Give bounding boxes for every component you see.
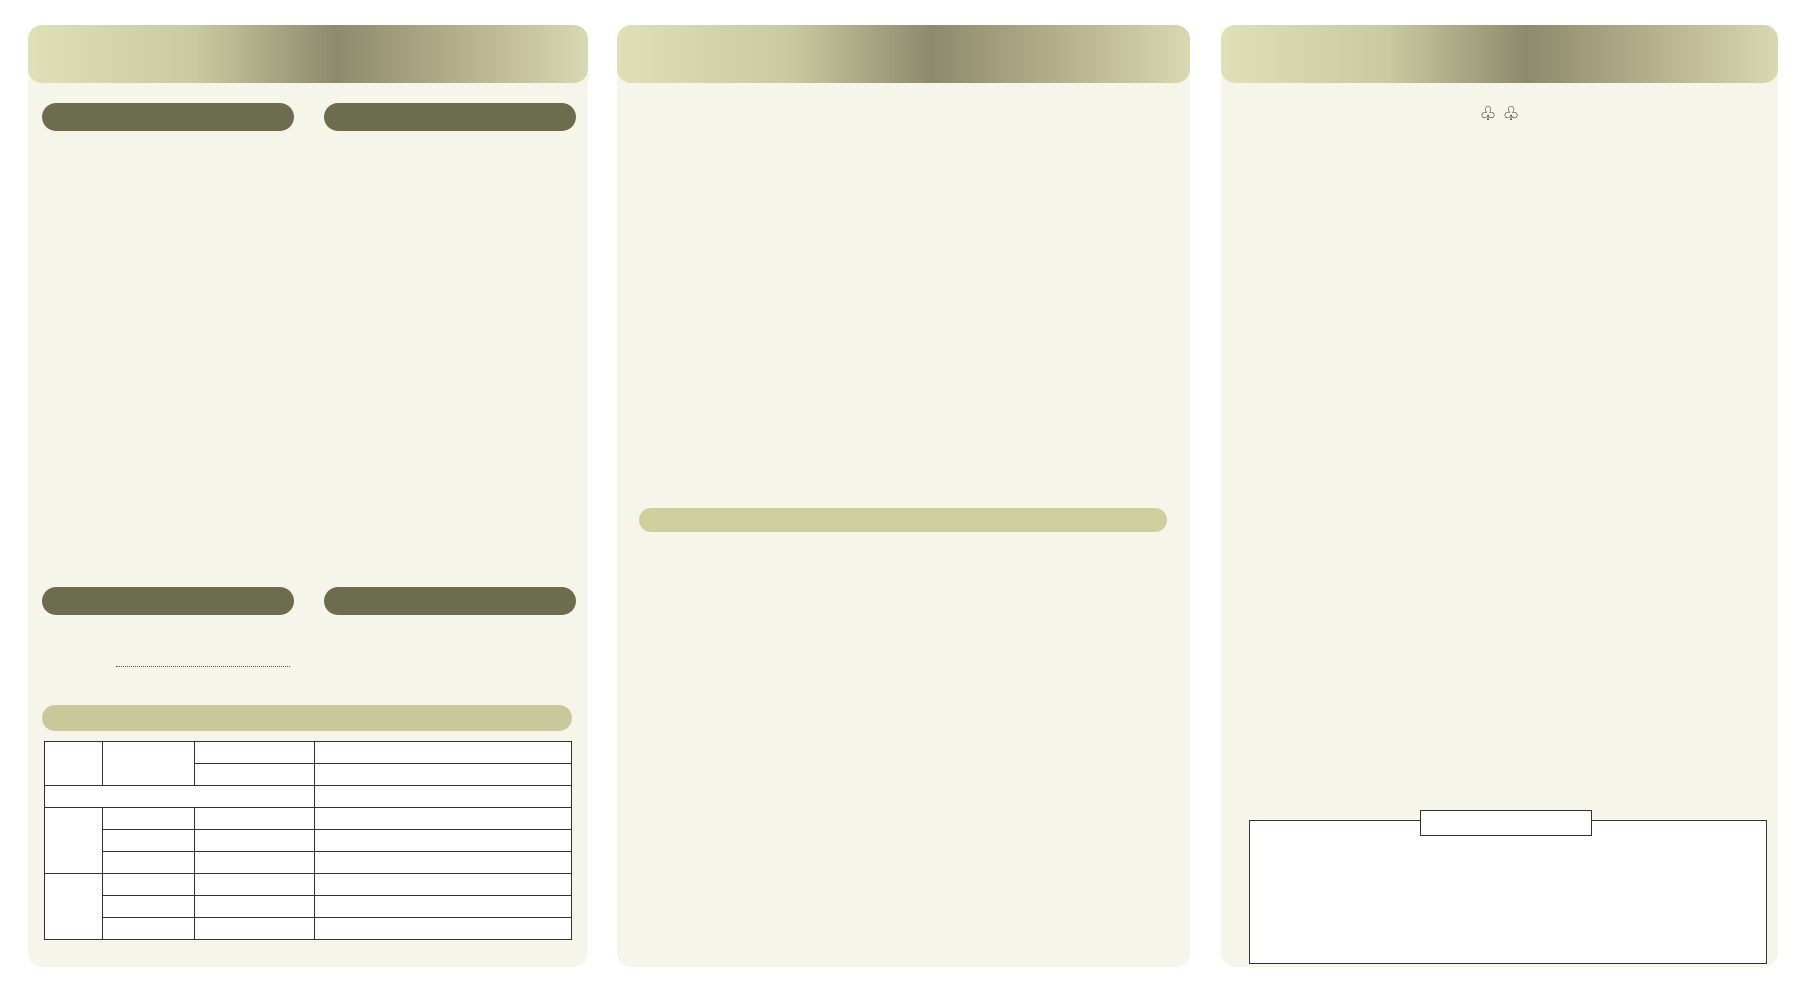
worship-header <box>28 25 588 83</box>
part-label <box>103 852 195 874</box>
servant-cell <box>315 896 572 918</box>
dawn-row-2 <box>42 655 294 677</box>
letter-panel <box>1221 25 1778 967</box>
date1-label <box>45 786 315 808</box>
club-icon: ♧ <box>1502 103 1520 125</box>
next-week-label <box>45 742 103 786</box>
offering-panel <box>617 25 1190 967</box>
dawn-row-1 <box>42 629 294 651</box>
wednesday-pill <box>324 103 576 131</box>
friday-pill <box>324 587 576 615</box>
servant-cell <box>315 830 572 852</box>
letter-header <box>1221 25 1778 83</box>
servant-cell <box>315 874 572 896</box>
sunday-evening-prayer <box>195 764 315 786</box>
guide-group-label <box>45 808 103 874</box>
servant-cell <box>315 918 572 940</box>
part-label <box>103 808 195 830</box>
servants-table <box>44 741 572 940</box>
servant-cell <box>195 874 315 896</box>
servant-cell <box>195 896 315 918</box>
part-label <box>103 830 195 852</box>
letter-body <box>1241 235 1766 257</box>
part2-prayer <box>315 742 572 764</box>
servant-cell <box>195 852 315 874</box>
servant-cell <box>315 852 572 874</box>
wednesday-prayer <box>315 764 572 786</box>
offering-header <box>617 25 1190 83</box>
part-label <box>103 918 195 940</box>
offering-group-label <box>45 874 103 940</box>
sunday-evening-pill <box>42 103 294 131</box>
servants-title-bar <box>42 705 572 731</box>
part-label <box>103 874 195 896</box>
worship-panel <box>28 25 588 967</box>
group-report-bar <box>639 508 1167 532</box>
servant-cell <box>195 918 315 940</box>
part-label <box>103 896 195 918</box>
dawn-pill <box>42 587 294 615</box>
staff-box <box>1249 820 1767 964</box>
letter-heading <box>1221 103 1778 125</box>
part1-prayer <box>195 742 315 764</box>
sunday-morning-label <box>103 742 195 786</box>
servant-cell <box>315 808 572 830</box>
servant-cell <box>195 830 315 852</box>
club-icon: ♧ <box>1479 103 1503 125</box>
date2-label <box>315 786 572 808</box>
servant-cell <box>195 808 315 830</box>
staff-title <box>1420 810 1592 836</box>
